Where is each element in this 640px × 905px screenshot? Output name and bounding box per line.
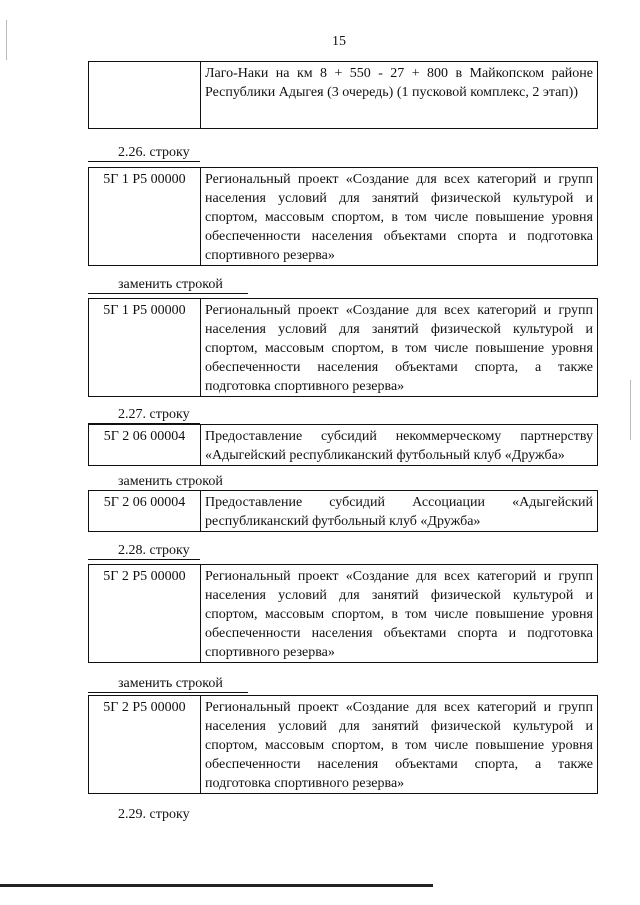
code-table (88, 298, 598, 397)
code-table (88, 490, 598, 532)
budget-code-cell: 5Г 1 Р5 00000 (89, 299, 201, 397)
budget-code-cell: 5Г 2 06 00004 (89, 491, 201, 532)
description-cell: Региональный проект «Создание для всех категорий и групп населения условий для занятий физической культурой и спортом, массовым спортом, в том числе повышение уровня обеспеченности населения объектами спорта, а также подготовка спортивного резерва» (201, 696, 598, 794)
table-row (89, 491, 598, 532)
section-heading: заменить строкой (118, 277, 223, 292)
code-table (88, 167, 598, 266)
section-heading: 2.28. строку (118, 543, 190, 558)
description-cell: Предоставление субсидий некоммерческому партнерству «Адыгейский республиканский футбольный клуб «Дружба» (201, 425, 598, 466)
continuation-table (88, 61, 598, 129)
heading-underline (88, 559, 200, 560)
bottom-scan-rule (0, 884, 433, 887)
page-number: 15 (332, 34, 346, 49)
budget-code-cell (89, 62, 201, 129)
table-row (89, 425, 598, 466)
section-heading: заменить строкой (118, 474, 223, 489)
heading-underline (88, 293, 248, 294)
code-table (88, 695, 598, 794)
budget-code-cell: 5Г 2 Р5 00000 (89, 565, 201, 663)
left-margin-mark (6, 20, 7, 60)
section-heading: 2.27. строку (118, 407, 190, 422)
table-row (89, 62, 598, 129)
heading-underline (88, 692, 248, 693)
budget-code-cell: 5Г 1 Р5 00000 (89, 168, 201, 266)
section-heading: 2.26. строку (118, 145, 190, 160)
heading-underline (88, 161, 200, 162)
budget-code-cell: 5Г 2 Р5 00000 (89, 696, 201, 794)
section-heading: заменить строкой (118, 676, 223, 691)
description-cell: Региональный проект «Создание для всех категорий и групп населения условий для занятий физической культурой и спортом, массовым спортом, в том числе повышение уровня обеспеченности населения объектами спорта и подготовка спортивного резерва» (201, 565, 598, 663)
description-cell: Региональный проект «Создание для всех категорий и групп населения условий для занятий физической культурой и спортом, массовым спортом, в том числе повышение уровня обеспеченности населения объектами спорта, а также подготовка спортивного резерва» (201, 299, 598, 397)
section-heading: 2.29. строку (118, 807, 190, 822)
description-cell: Лаго-Наки на км 8 + 550 - 27 + 800 в Майкопском районе Республики Адыгея (3 очередь) (1 пусковой комплекс, 2 этап)) (201, 62, 598, 129)
code-table (88, 424, 598, 466)
description-cell: Региональный проект «Создание для всех категорий и групп населения условий для занятий физической культурой и спортом, массовым спортом, в том числе повышение уровня обеспеченности населения объектами спорта и подготовка спортивного резерва» (201, 168, 598, 266)
table-row (89, 696, 598, 794)
description-cell: Предоставление субсидий Ассоциации «Адыгейский республиканский футбольный клуб «Дружба» (201, 491, 598, 532)
table-row (89, 299, 598, 397)
table-row (89, 565, 598, 663)
code-table (88, 564, 598, 663)
table-row (89, 168, 598, 266)
budget-code-cell: 5Г 2 06 00004 (89, 425, 201, 466)
right-margin-mark (630, 380, 631, 440)
